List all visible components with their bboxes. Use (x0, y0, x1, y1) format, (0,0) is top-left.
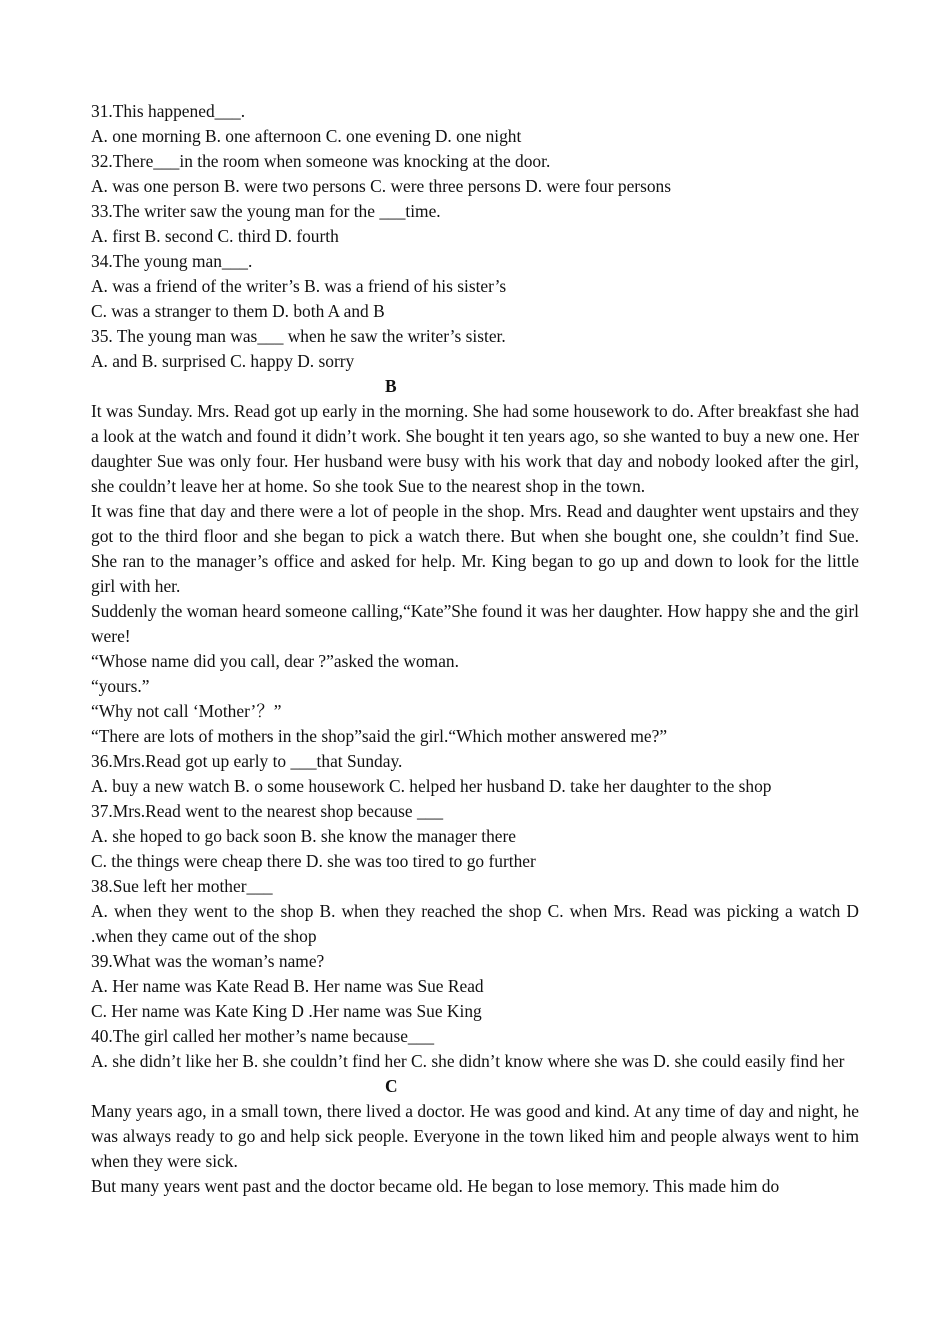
section-b-paragraph-2: It was fine that day and there were a lot of people in the shop. Mrs. Read and daughter went upstairs and they got to the third floor and she began to pick a watch there. But when she bought one, she couldn’t find Sue. She ran to the manager’s office and asked for help. Mr. King began to go up and down to look for the little girl with her. (91, 501, 859, 596)
question-34: 34.The young man___. (91, 251, 253, 271)
section-b-paragraph-1: It was Sunday. Mrs. Read got up early in the morning. She had some housework to do. After breakfast she had a look at the watch and found it didn’t work. She bought it ten years ago, so she wanted to buy a new one. Her daughter Sue was only four. Her husband were busy with his work that day and nobody looked after the girl, she couldn’t leave her at home. So she took Sue to the nearest shop in the town. (91, 401, 859, 496)
question-39-options-2: C. Her name was Kate King D .Her name was Sue King (91, 1001, 482, 1021)
question-40: 40.The girl called her mother’s name because___ (91, 1026, 435, 1046)
dialog-line-4: “There are lots of mothers in the shop”said the girl.“Which mother answered me?” (91, 726, 668, 746)
question-35: 35. The young man was___ when he saw the writer’s sister. (91, 326, 506, 346)
question-32: 32.There___in the room when someone was knocking at the door. (91, 151, 551, 171)
section-b-paragraph-3: Suddenly the woman heard someone calling,“Kate”She found it was her daughter. How happy she and the girl were! (91, 601, 859, 646)
question-34-options-1: A. was a friend of the writer’s B. was a friend of his sister’s (91, 276, 507, 296)
question-37: 37.Mrs.Read went to the nearest shop because ___ (91, 801, 444, 821)
document-page (91, 99, 859, 1199)
dialog-line-2: “yours.” (91, 676, 150, 696)
question-40-options: A. she didn’t like her B. she couldn’t find her C. she didn’t know where she was D. she could easily find her (91, 1051, 845, 1071)
question-36: 36.Mrs.Read got up early to ___that Sunday. (91, 751, 403, 771)
question-33-options: A. first B. second C. third D. fourth (91, 226, 339, 246)
question-36-options: A. buy a new watch B. o some housework C. helped her husband D. take her daughter to the shop (91, 776, 772, 796)
section-c-heading: C (385, 1076, 398, 1096)
question-34-options-2: C. was a stranger to them D. both A and B (91, 301, 385, 321)
question-37-options-1: A. she hoped to go back soon B. she know the manager there (91, 826, 517, 846)
question-31: 31.This happened___. (91, 101, 246, 121)
question-32-options: A. was one person B. were two persons C. were three persons D. were four persons (91, 176, 672, 196)
question-38: 38.Sue left her mother___ (91, 876, 273, 896)
question-35-options: A. and B. surprised C. happy D. sorry (91, 351, 355, 371)
question-31-options: A. one morning B. one afternoon C. one evening D. one night (91, 126, 522, 146)
dialog-line-3: “Why not call ‘Mother’？” (91, 701, 282, 721)
section-c-paragraph-1: Many years ago, in a small town, there lived a doctor. He was good and kind. At any time of day and night, he was always ready to go and help sick people. Everyone in the town liked him and people always went to him when they were sick. (91, 1101, 859, 1171)
dialog-line-1: “Whose name did you call, dear ?”asked the woman. (91, 651, 459, 671)
question-38-options: A. when they went to the shop B. when they reached the shop C. when Mrs. Read was picking a watch D .when they came out of the shop (91, 901, 859, 946)
question-37-options-2: C. the things were cheap there D. she was too tired to go further (91, 851, 536, 871)
section-c-paragraph-2: But many years went past and the doctor became old. He began to lose memory. This made him do (91, 1176, 780, 1196)
question-39: 39.What was the woman’s name? (91, 951, 325, 971)
question-33: 33.The writer saw the young man for the ___time. (91, 201, 441, 221)
section-b-heading: B (385, 376, 397, 396)
question-39-options-1: A. Her name was Kate Read B. Her name was Sue Read (91, 976, 484, 996)
